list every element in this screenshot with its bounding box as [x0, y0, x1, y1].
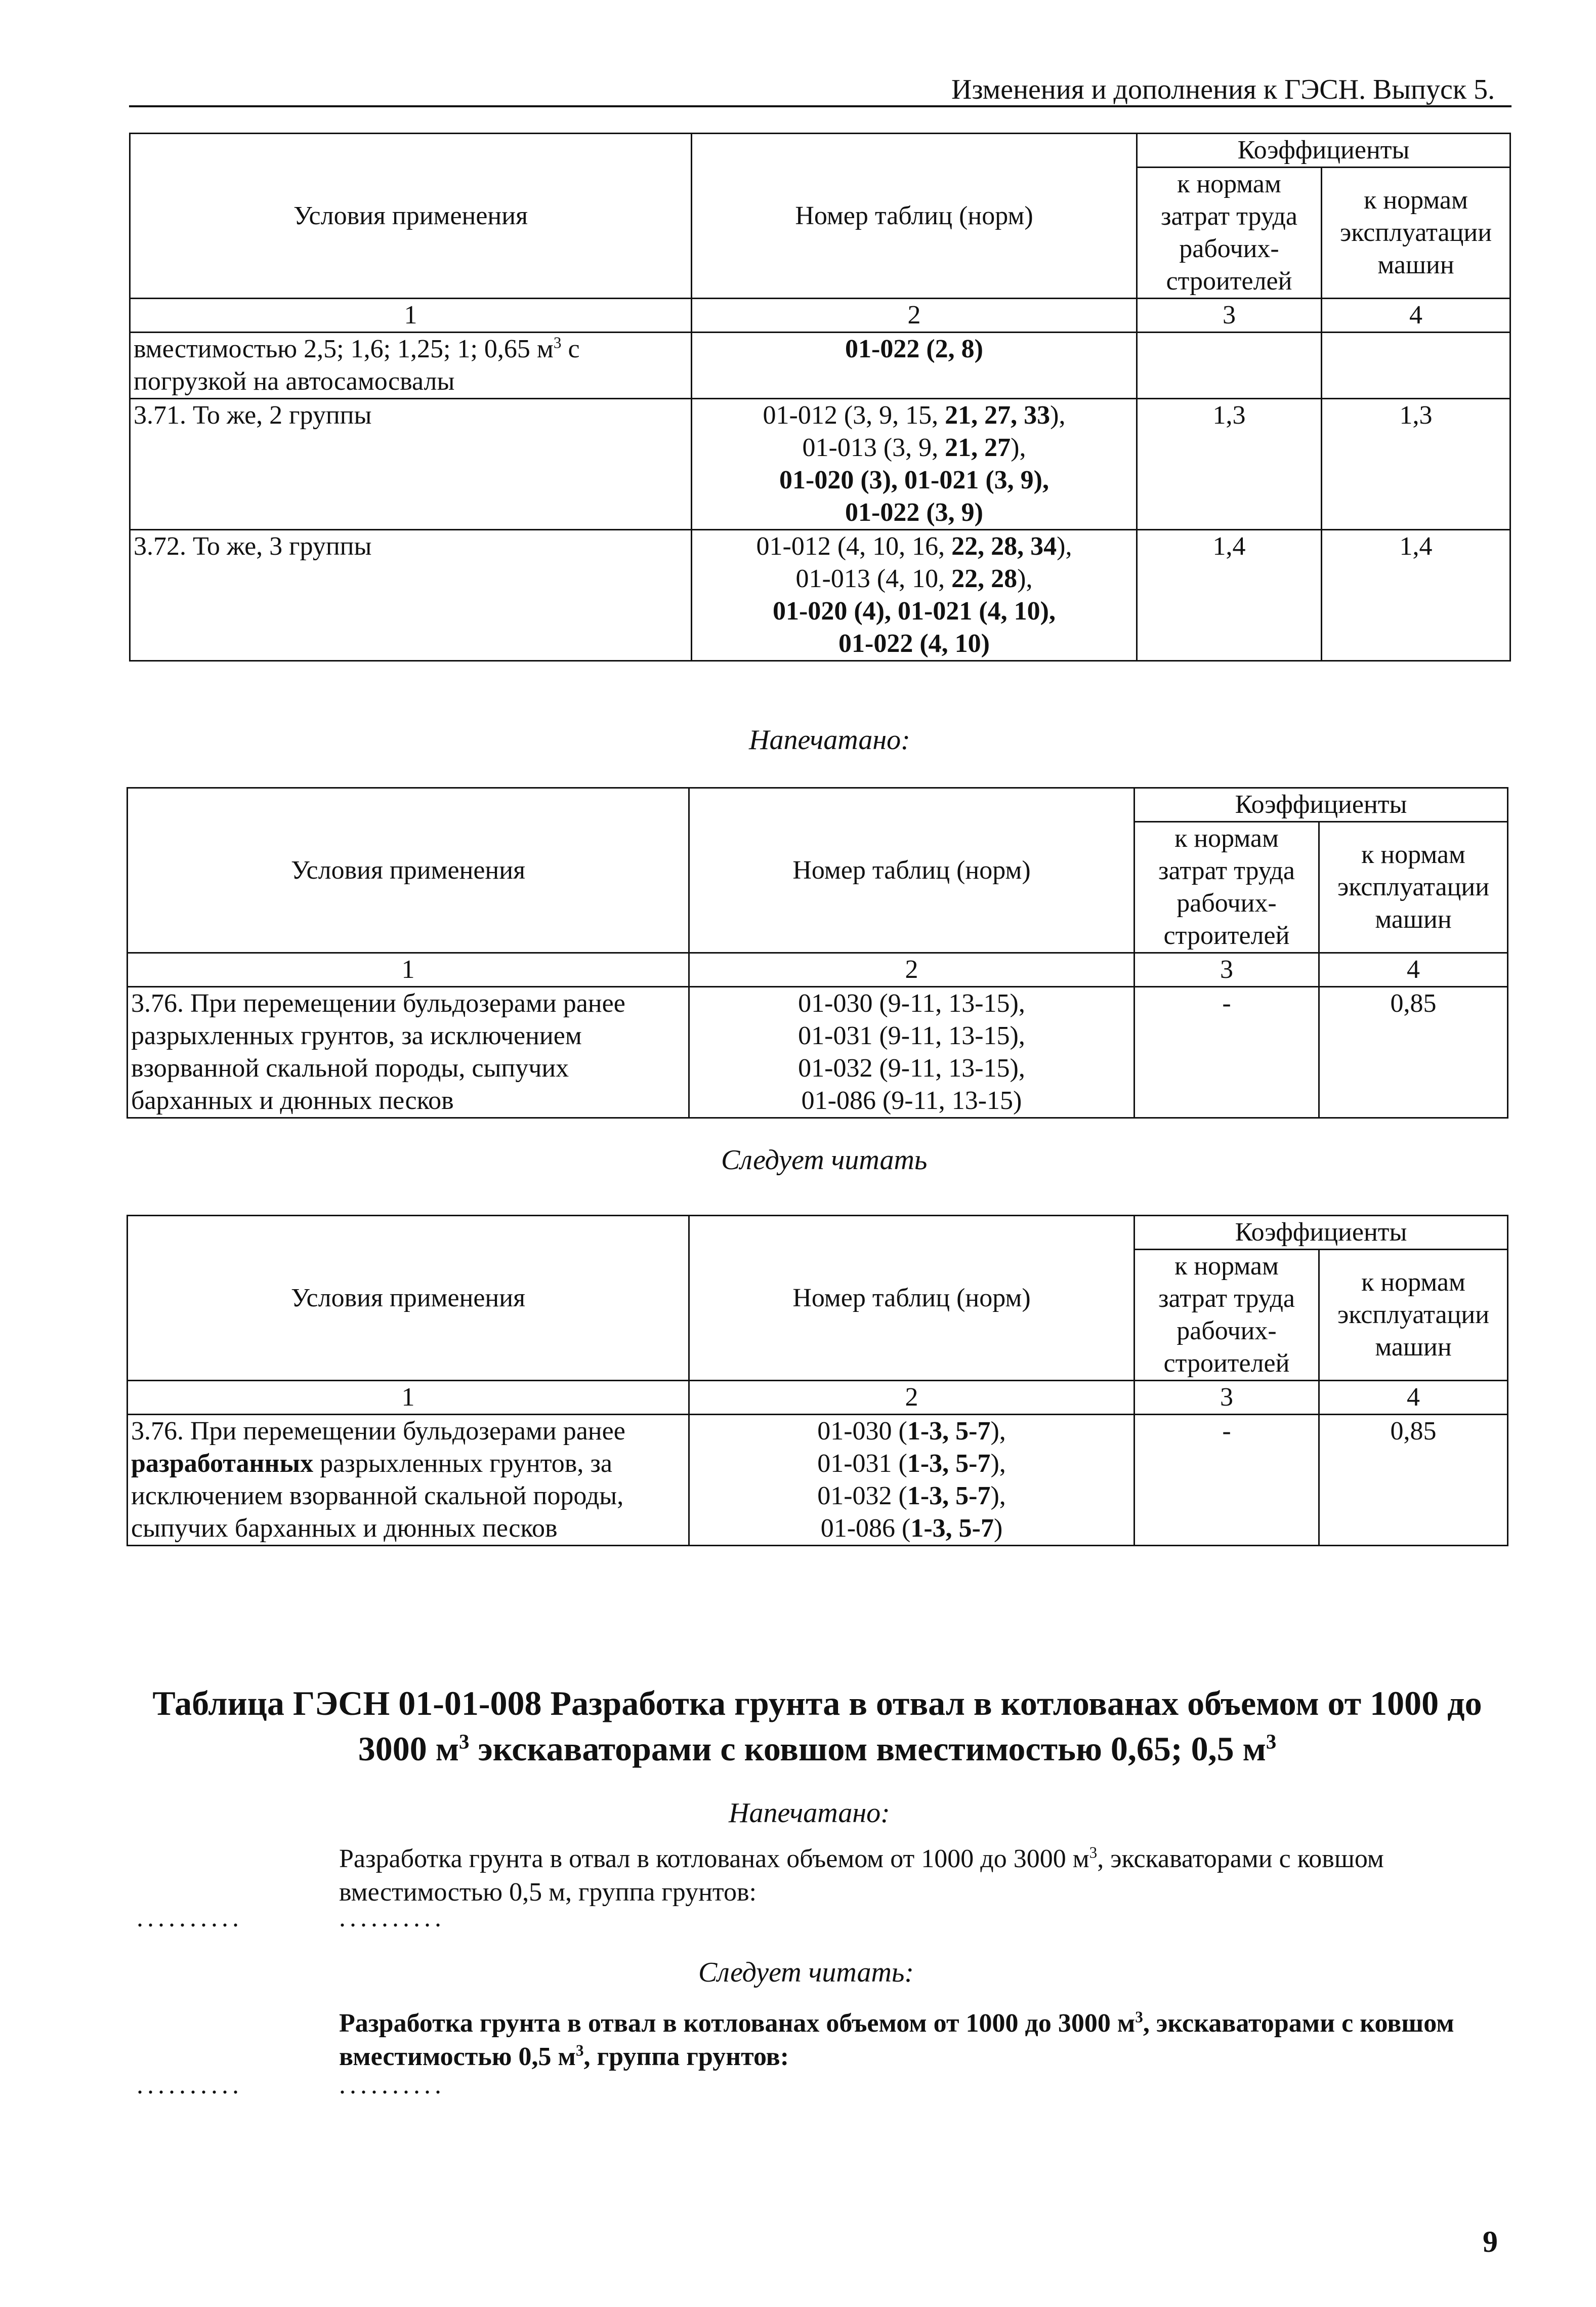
table-row: [128, 1415, 1508, 1546]
coef-labor-cell: [1137, 333, 1322, 399]
norms-cell: 01-030 (9-11, 13-15), 01-031 (9-11, 13-15), 01-032 (9-11, 13-15), 01-086 (9-11, 13-15): [689, 987, 1135, 1118]
col-number-3: 3: [1135, 953, 1319, 987]
coef-labor-cell: 1,4: [1137, 530, 1322, 661]
header-conditions: Условия применения: [128, 788, 689, 953]
condition-cell: вместимостью 2,5; 1,6; 1,25; 1; 0,65 $м^3$ с погрузкой на автосамосвалы: [130, 333, 692, 399]
header-labor: к нормам затрат труда рабочих-строителей: [1137, 168, 1322, 299]
norms-cell: 01-022 (2, 8): [692, 333, 1137, 399]
caption-printed: Напечатано:: [749, 724, 910, 756]
table-row: [130, 333, 1510, 399]
table-row: [128, 987, 1508, 1118]
ellipsis-right-1: ..........: [339, 1904, 445, 1932]
header-conditions: Условия применения: [128, 1216, 689, 1381]
section-title-line-2: 3000 $м^3$ экскаваторами с ковшом вместимостью 0,65; 0,5 $м^3$: [358, 1729, 1277, 1768]
page-number: 9: [1483, 2225, 1498, 2258]
running-header: Изменения и дополнения к ГЭСН. Выпуск 5.: [951, 74, 1495, 105]
header-labor: к нормам затрат труда рабочих-строителей: [1135, 822, 1319, 953]
corrected-paragraph: Разработка грунта в отвал в котлованах объемом от 1000 до 3000 $м^3$, экскаваторами с ковшом вместимостью 0,5 $м^3$, группа грунтов:: [339, 2008, 1454, 2071]
condition-cell: 3.71. То же, 2 группы: [130, 399, 692, 530]
header-rule: [129, 105, 1511, 107]
printed-table: [127, 787, 1508, 1119]
header-machines: к нормам эксплуатации машин: [1319, 1250, 1508, 1381]
ellipsis-left-1: ..........: [137, 1904, 243, 1932]
header-machines: к нормам эксплуатации машин: [1319, 822, 1508, 953]
coef-machines-cell: [1322, 333, 1510, 399]
col-number-1: 1: [128, 953, 689, 987]
header-coefficients: Коэффициенты: [1135, 788, 1508, 822]
ellipsis-right-2: ..........: [339, 2071, 445, 2099]
section-title: [129, 1680, 1505, 1772]
coef-machines-cell: 1,3: [1322, 399, 1510, 530]
col-number-2: 2: [692, 299, 1137, 333]
header-labor: к нормам затрат труда рабочих-строителей: [1135, 1250, 1319, 1381]
header-table-numbers: Номер таблиц (норм): [689, 788, 1135, 953]
col-number-4: 4: [1322, 299, 1510, 333]
condition-cell: 3.76. При перемещении бульдозерами ранее разрыхленных грунтов, за исключением взорванной скальной породы, сыпучих барханных и дюнных песков: [128, 987, 689, 1118]
table-row: [130, 399, 1510, 530]
header-table-numbers: Номер таблиц (норм): [689, 1216, 1135, 1381]
table-row: [130, 530, 1510, 661]
corrected-table: [127, 1215, 1508, 1546]
norms-cell: 01-012 (4, 10, 16, 22, 28, 34), 01-013 (4, 10, 22, 28), 01-020 (4), 01-021 (4, 10), 01-022 (4, 10): [692, 530, 1137, 661]
section-title-line-1: Таблица ГЭСН 01-01-008 Разработка грунта в отвал в котлованах объемом от 1000 до: [152, 1684, 1482, 1722]
header-coefficients: Коэффициенты: [1135, 1216, 1508, 1250]
coef-labor-cell: 1,3: [1137, 399, 1322, 530]
printed-paragraph: Разработка грунта в отвал в котлованах объемом от 1000 до 3000 $м^3$, экскаваторами с ковшом вместимостью 0,5 м, группа грунтов:: [339, 1843, 1384, 1907]
header-machines: к нормам эксплуатации машин: [1322, 168, 1510, 299]
col-number-1: 1: [128, 1381, 689, 1415]
header-conditions: Условия применения: [130, 134, 692, 299]
ellipsis-left-2: ..........: [137, 2071, 243, 2099]
col-number-1: 1: [130, 299, 692, 333]
condition-cell: 3.76. При перемещении бульдозерами ранее разработанных разрыхленных грунтов, за исключением взорванной скальной породы, сыпучих барханных и дюнных песков: [128, 1415, 689, 1546]
header-coefficients: Коэффициенты: [1137, 134, 1510, 168]
col-number-2: 2: [689, 1381, 1135, 1415]
caption-printed-2: Напечатано:: [729, 1797, 890, 1829]
norms-cell: 01-012 (3, 9, 15, 21, 27, 33), 01-013 (3, 9, 21, 27), 01-020 (3), 01-021 (3, 9), 01-022 (3, 9): [692, 399, 1137, 530]
norms-cell: 01-030 (1-3, 5-7), 01-031 (1-3, 5-7), 01-032 (1-3, 5-7), 01-086 (1-3, 5-7): [689, 1415, 1135, 1546]
col-number-2: 2: [689, 953, 1135, 987]
col-number-3: 3: [1137, 299, 1322, 333]
col-number-4: 4: [1319, 953, 1508, 987]
coef-labor-cell: -: [1135, 987, 1319, 1118]
coef-machines-cell: 0,85: [1319, 1415, 1508, 1546]
coefficients-table-continued: [129, 133, 1511, 662]
caption-should-read-2: Следует читать:: [698, 1957, 914, 1988]
col-number-3: 3: [1135, 1381, 1319, 1415]
caption-should-read: Следует читать: [721, 1144, 928, 1176]
condition-cell: 3.72. То же, 3 группы: [130, 530, 692, 661]
coef-labor-cell: -: [1135, 1415, 1319, 1546]
col-number-4: 4: [1319, 1381, 1508, 1415]
header-table-numbers: Номер таблиц (норм): [692, 134, 1137, 299]
coef-machines-cell: 1,4: [1322, 530, 1510, 661]
coef-machines-cell: 0,85: [1319, 987, 1508, 1118]
